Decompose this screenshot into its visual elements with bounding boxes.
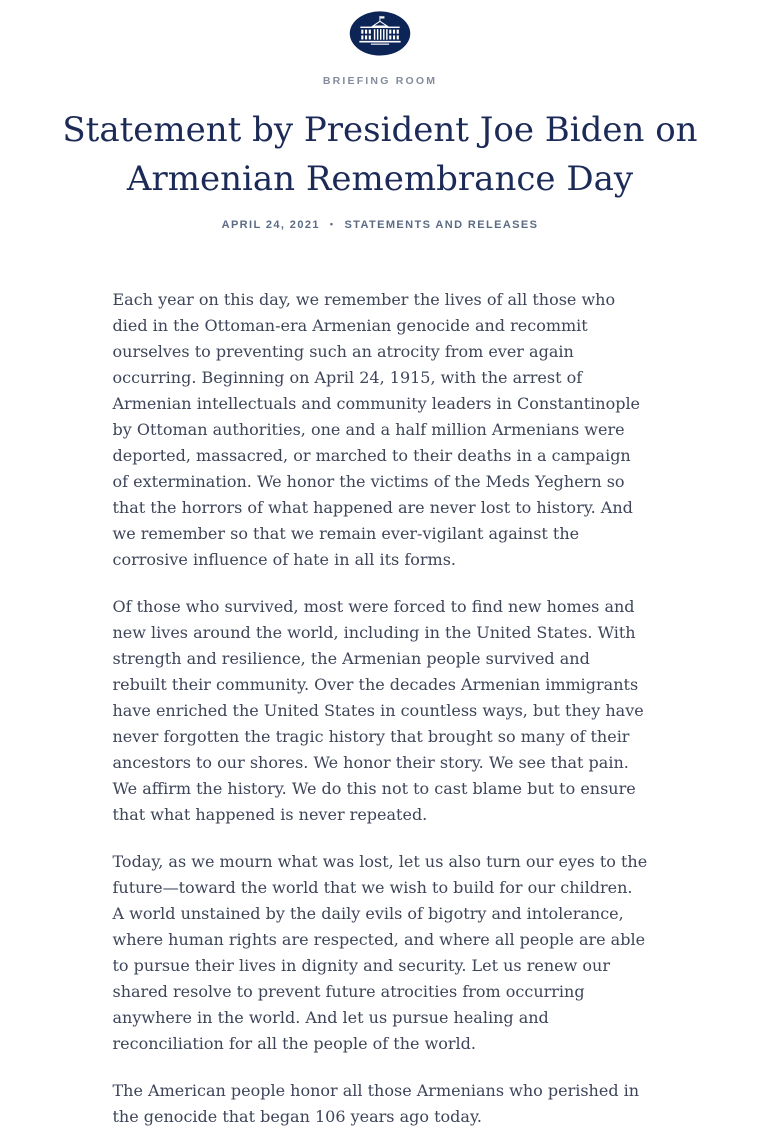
article-meta [0, 219, 760, 231]
article-body [113, 287, 648, 1130]
statement-paragraph-1: Each year on this day, we remember the lives of all those who died in the Ottoman-era Armenian genocide and recommit ourselves to preventing such an atrocity from ever again occurring. Beginning on April 24, 1915, with the arrest of Armenian intellectuals and community leaders in Constantinople by Ottoman authorities, one and a half million Armenians were deported, massacred, or marched to their deaths in a campaign of extermination. We honor the victims of the Meds Yeghern so that the horrors of what happened are never lost to history. And we remember so that we remain ever-vigilant against the corrosive influence of hate in all its forms. [112, 290, 641, 569]
page-title-line-1: Statement by President Joe Biden on [62, 110, 698, 150]
statement-paragraph-4: The American people honor all those Armenians who perished in the genocide that began 106 years ago today. [112, 1081, 640, 1126]
main-content [0, 106, 760, 1146]
white-house-seal-icon [347, 44, 413, 61]
page-title-line-2: Armenian Remembrance Day [126, 159, 634, 199]
breadcrumb [0, 75, 760, 87]
page-title [30, 106, 730, 204]
site-header [0, 0, 760, 87]
article-category-link[interactable]: STATEMENTS AND RELEASES [344, 219, 539, 231]
briefing-room-link[interactable]: BRIEFING ROOM [322, 75, 438, 87]
statement-paragraph-2: Of those who survived, most were forced to find new homes and new lives around the world, including in the United States. With strength and resilience, the Armenian people survived and rebuilt their community. Over the decades Armenian immigrants have enriched the United States in countless ways, but they have never forgotten the tragic history that brought so many of their ancestors to our shores. We honor their story. We see that pain. We affirm the history. We do this not to cast blame but to ensure that what happened is never repeated. [112, 597, 644, 824]
white-house-logo[interactable] [347, 9, 413, 57]
meta-separator-dot: • [329, 219, 335, 229]
statement-article [0, 106, 760, 1130]
article-date: APRIL 24, 2021 [221, 219, 320, 231]
statement-paragraph-3: Today, as we mourn what was lost, let us also turn our eyes to the future—toward the world that we wish to build for our children. A world unstained by the daily evils of bigotry and intolerance, where human rights are respected, and where all people are able to pursue their lives in dignity and security. Let us renew our shared resolve to prevent future atrocities from occurring anywhere in the world. And let us pursue healing and reconciliation for all the people of the world. [112, 852, 648, 1053]
bottom-padding [0, 1130, 760, 1146]
